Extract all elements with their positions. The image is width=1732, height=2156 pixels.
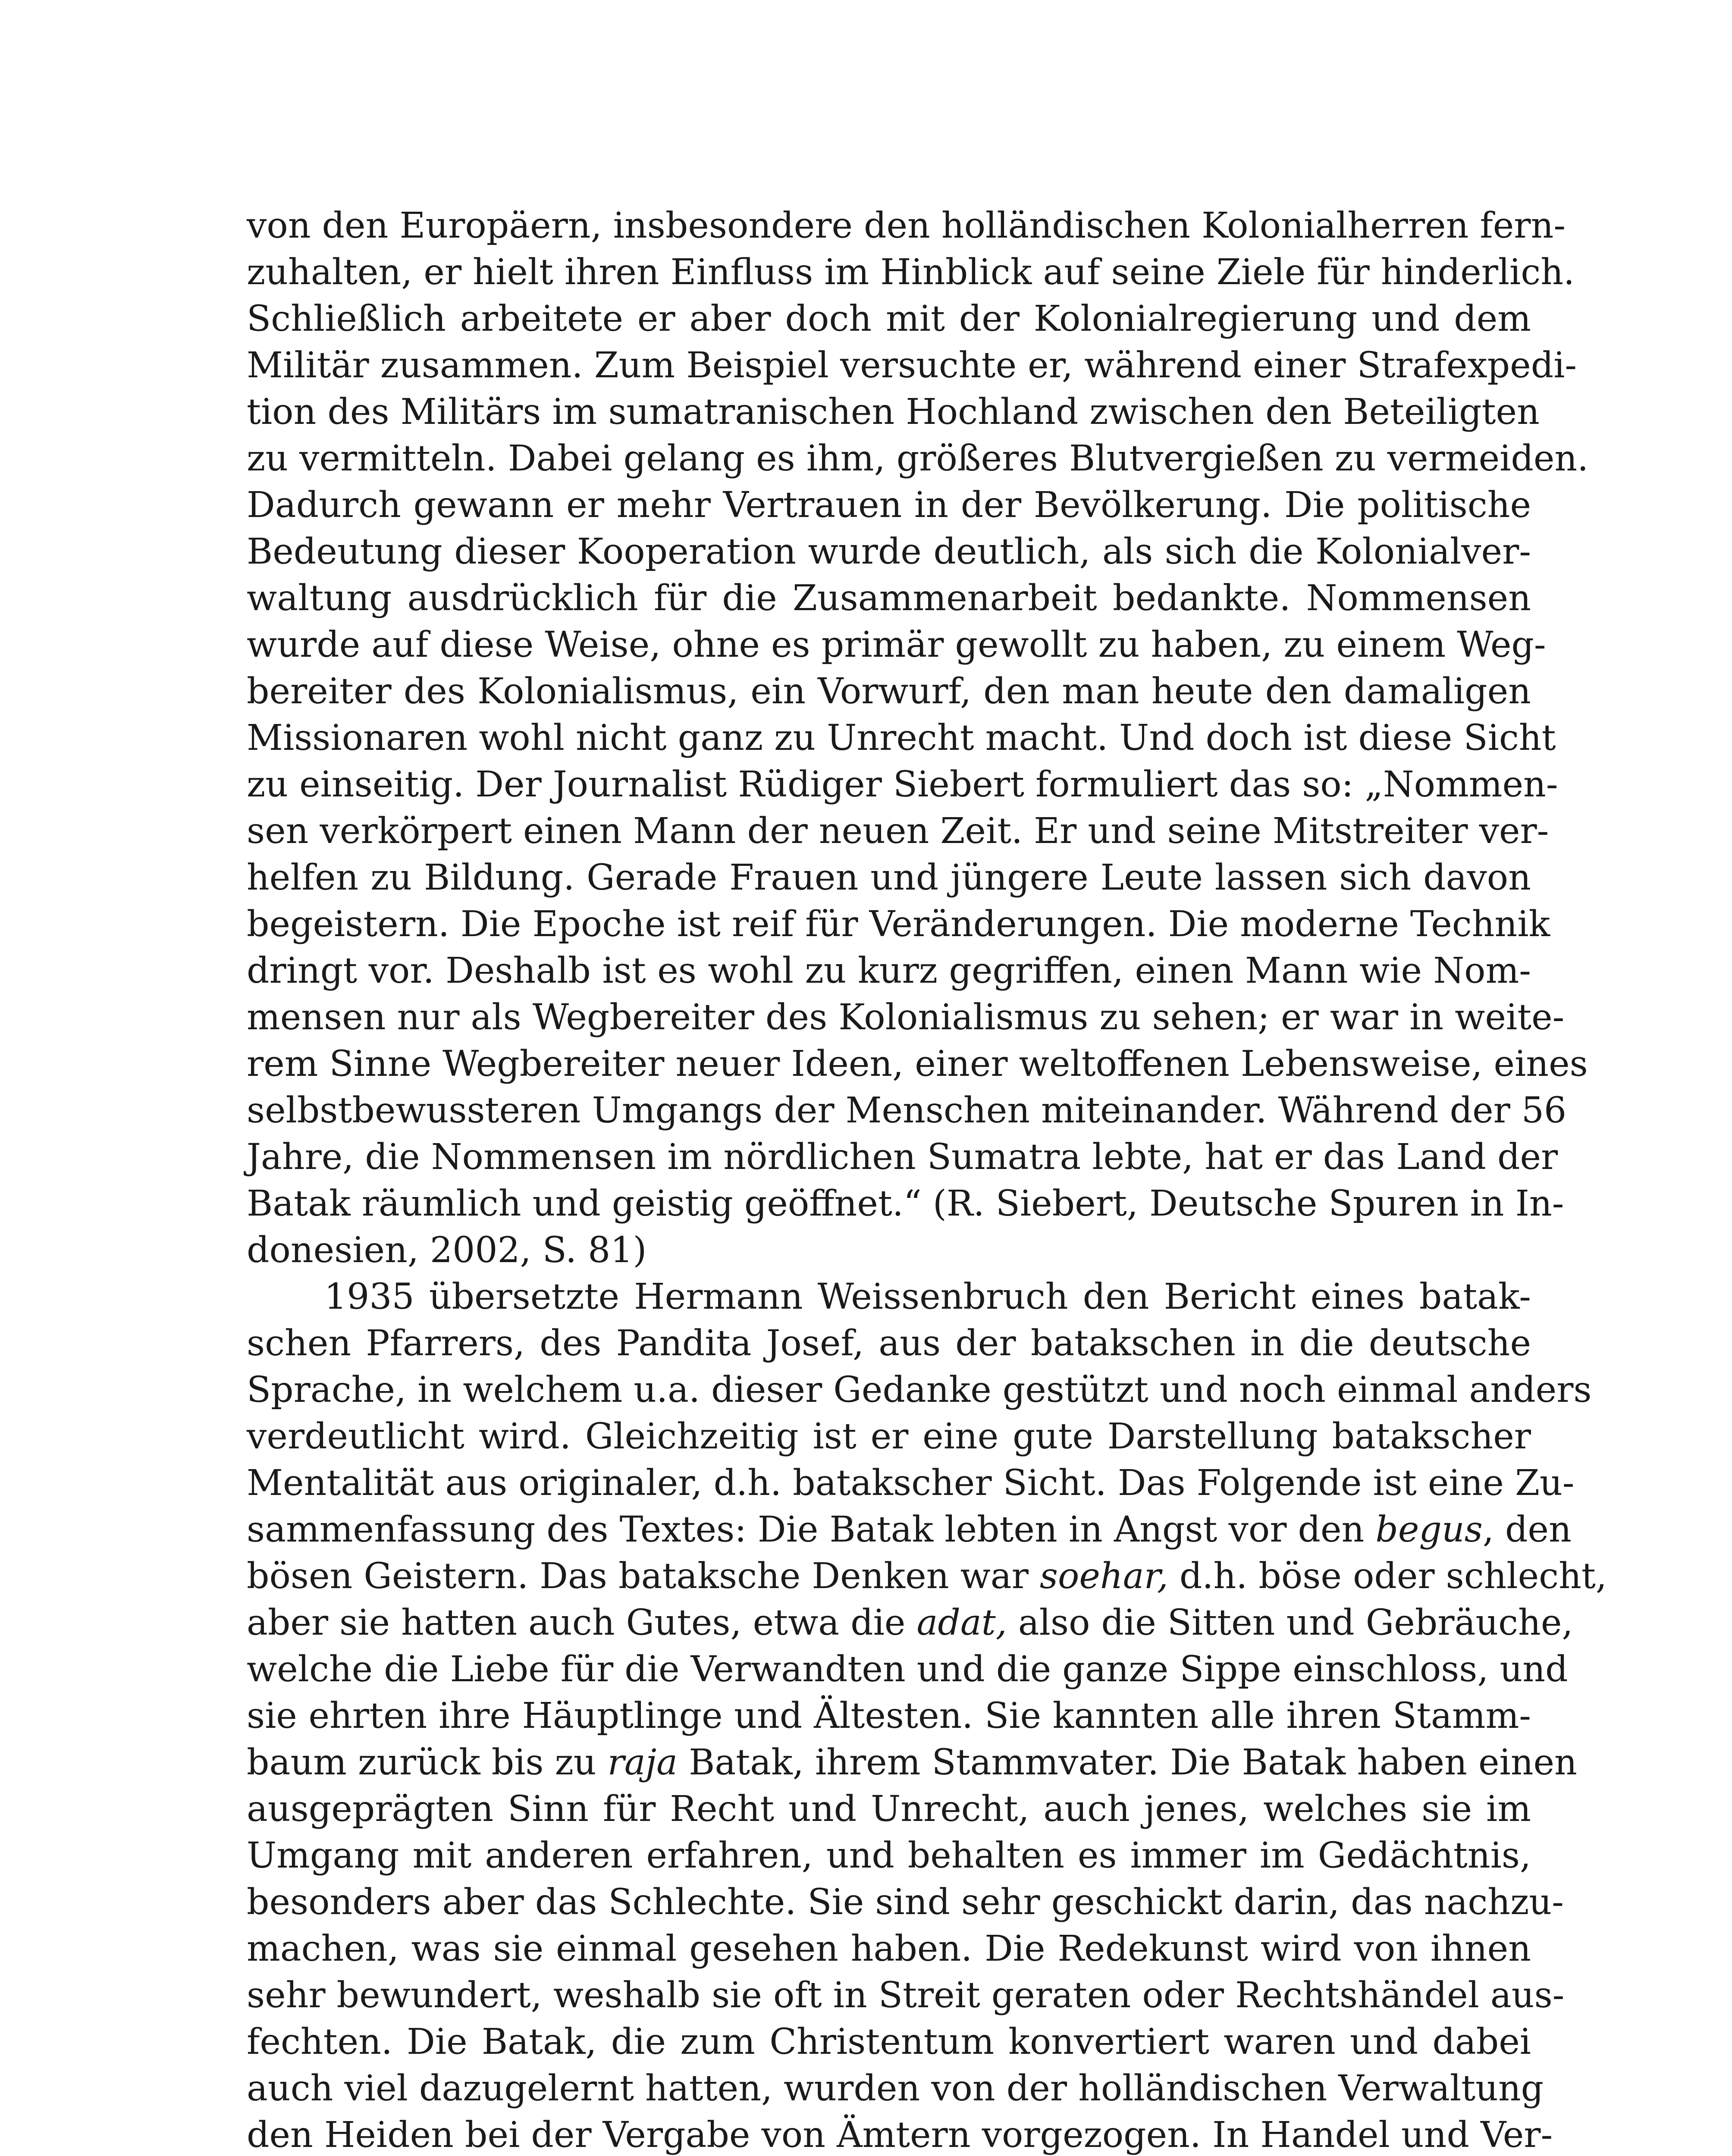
italic-term: adat, — [916, 1602, 1007, 1643]
text-line: mensen nur als Wegbereiter des Kolonialismus zu sehen; er war in weite- — [247, 997, 1565, 1038]
italic-term: raja — [607, 1742, 678, 1783]
text-line: waltung ausdrücklich für die Zusammenarbeit bedankte. Nommensen — [247, 578, 1531, 619]
text-line: Militär zusammen. Zum Beispiel versuchte er, während einer Strafexpedi- — [247, 345, 1577, 386]
text-line: auch viel dazugelernt hatten, wurden von der holländischen Verwaltung — [247, 2068, 1544, 2109]
text-line: ausgeprägten Sinn für Recht und Unrecht, auch jenes, welches sie im — [247, 1789, 1531, 1830]
text-line: welche die Liebe für die Verwandten und die ganze Sippe einschloss, und — [247, 1649, 1568, 1690]
text-line: Sprache, in welchem u.a. dieser Gedanke gestützt und noch einmal anders — [247, 1369, 1592, 1410]
text-line: Umgang mit anderen erfahren, und behalten es immer im Gedächtnis, — [247, 1835, 1531, 1876]
text-line: tion des Militärs im sumatranischen Hochland zwischen den Beteiligten — [247, 392, 1540, 432]
text-line: helfen zu Bildung. Gerade Frauen und jüngere Leute lassen sich davon — [247, 857, 1531, 898]
text-line: besonders aber das Schlechte. Sie sind sehr geschickt darin, das nachzu- — [247, 1882, 1564, 1923]
text-line: schen Pfarrers, des Pandita Josef, aus der batakschen in die deutsche — [247, 1323, 1531, 1364]
text-line: fechten. Die Batak, die zum Christentum konvertiert waren und dabei — [247, 2021, 1531, 2062]
text-line: machen, was sie einmal gesehen haben. Die Redekunst wird von ihnen — [247, 1928, 1531, 1969]
text-line: Mentalität aus originaler, d.h. batakscher Sicht. Das Folgende ist eine Zu- — [247, 1463, 1575, 1504]
text-line: begeistern. Die Epoche ist reif für Veränderungen. Die moderne Technik — [247, 904, 1550, 945]
text-line: Missionaren wohl nicht ganz zu Unrecht macht. Und doch ist diese Sicht — [247, 718, 1556, 758]
text-line: sammenfassung des Textes: Die Batak lebten in Angst vor den begus, den — [247, 1509, 1572, 1550]
text-line: zu einseitig. Der Journalist Rüdiger Siebert formuliert das so: „Nommen- — [247, 764, 1558, 805]
text-line: bösen Geistern. Das bataksche Denken war soehar, d.h. böse oder schlecht, — [247, 1556, 1607, 1597]
text-line: zuhalten, er hielt ihren Einfluss im Hinblick auf seine Ziele für hinderlich. — [247, 252, 1575, 293]
text-line: Batak räumlich und geistig geöffnet.“ (R. Siebert, Deutsche Spuren in In- — [247, 1183, 1564, 1224]
text-line: wurde auf diese Weise, ohne es primär gewollt zu haben, zu einem Weg- — [247, 624, 1546, 665]
text-line: Jahre, die Nommensen im nördlichen Sumatra lebte, hat er das Land der — [247, 1137, 1558, 1178]
text-line: rem Sinne Wegbereiter neuer Ideen, einer weltoffenen Lebensweise, eines — [247, 1044, 1588, 1084]
text-line: Dadurch gewann er mehr Vertrauen in der Bevölkerung. Die politische — [247, 485, 1531, 526]
text-line: den Heiden bei der Vergabe von Ämtern vorgezogen. In Handel und Ver- — [247, 2115, 1553, 2156]
text-line: zu vermitteln. Dabei gelang es ihm, größeres Blutvergießen zu vermeiden. — [247, 438, 1589, 479]
text-line: verdeutlicht wird. Gleichzeitig ist er eine gute Darstellung batakscher — [247, 1416, 1531, 1457]
text-line: aber sie hatten auch Gutes, etwa die adat, also die Sitten und Gebräuche, — [247, 1602, 1573, 1643]
text-line: bereiter des Kolonialismus, ein Vorwurf, den man heute den damaligen — [247, 671, 1531, 712]
body-text — [247, 203, 1607, 2156]
text-line: sen verkörpert einen Mann der neuen Zeit. Er und seine Mitstreiter ver- — [247, 811, 1549, 852]
text-line: sehr bewundert, weshalb sie oft in Streit geraten oder Rechtshändel aus- — [247, 1975, 1565, 2016]
text-line: donesien, 2002, S. 81) — [247, 1230, 647, 1271]
text-line: selbstbewussteren Umgangs der Menschen miteinander. Während der 56 — [247, 1090, 1567, 1131]
text-line: von den Europäern, insbesondere den holländischen Kolonialherren fern- — [247, 205, 1566, 246]
text-line: dringt vor. Deshalb ist es wohl zu kurz gegriffen, einen Mann wie Nom- — [247, 950, 1531, 991]
text-line: Bedeutung dieser Kooperation wurde deutlich, als sich die Kolonialver- — [247, 531, 1531, 572]
text-line: sie ehrten ihre Häuptlinge und Ältesten. Sie kannten alle ihren Stamm- — [247, 1695, 1531, 1736]
text-line: baum zurück bis zu raja Batak, ihrem Stammvater. Die Batak haben einen — [247, 1742, 1577, 1783]
italic-term: soehar, — [1039, 1556, 1168, 1597]
text-line: 1935 übersetzte Hermann Weissenbruch den Bericht eines batak- — [324, 1276, 1531, 1317]
text-line: Schließlich arbeitete er aber doch mit der Kolonialregierung und dem — [247, 298, 1531, 339]
italic-term: begus — [1375, 1509, 1483, 1550]
